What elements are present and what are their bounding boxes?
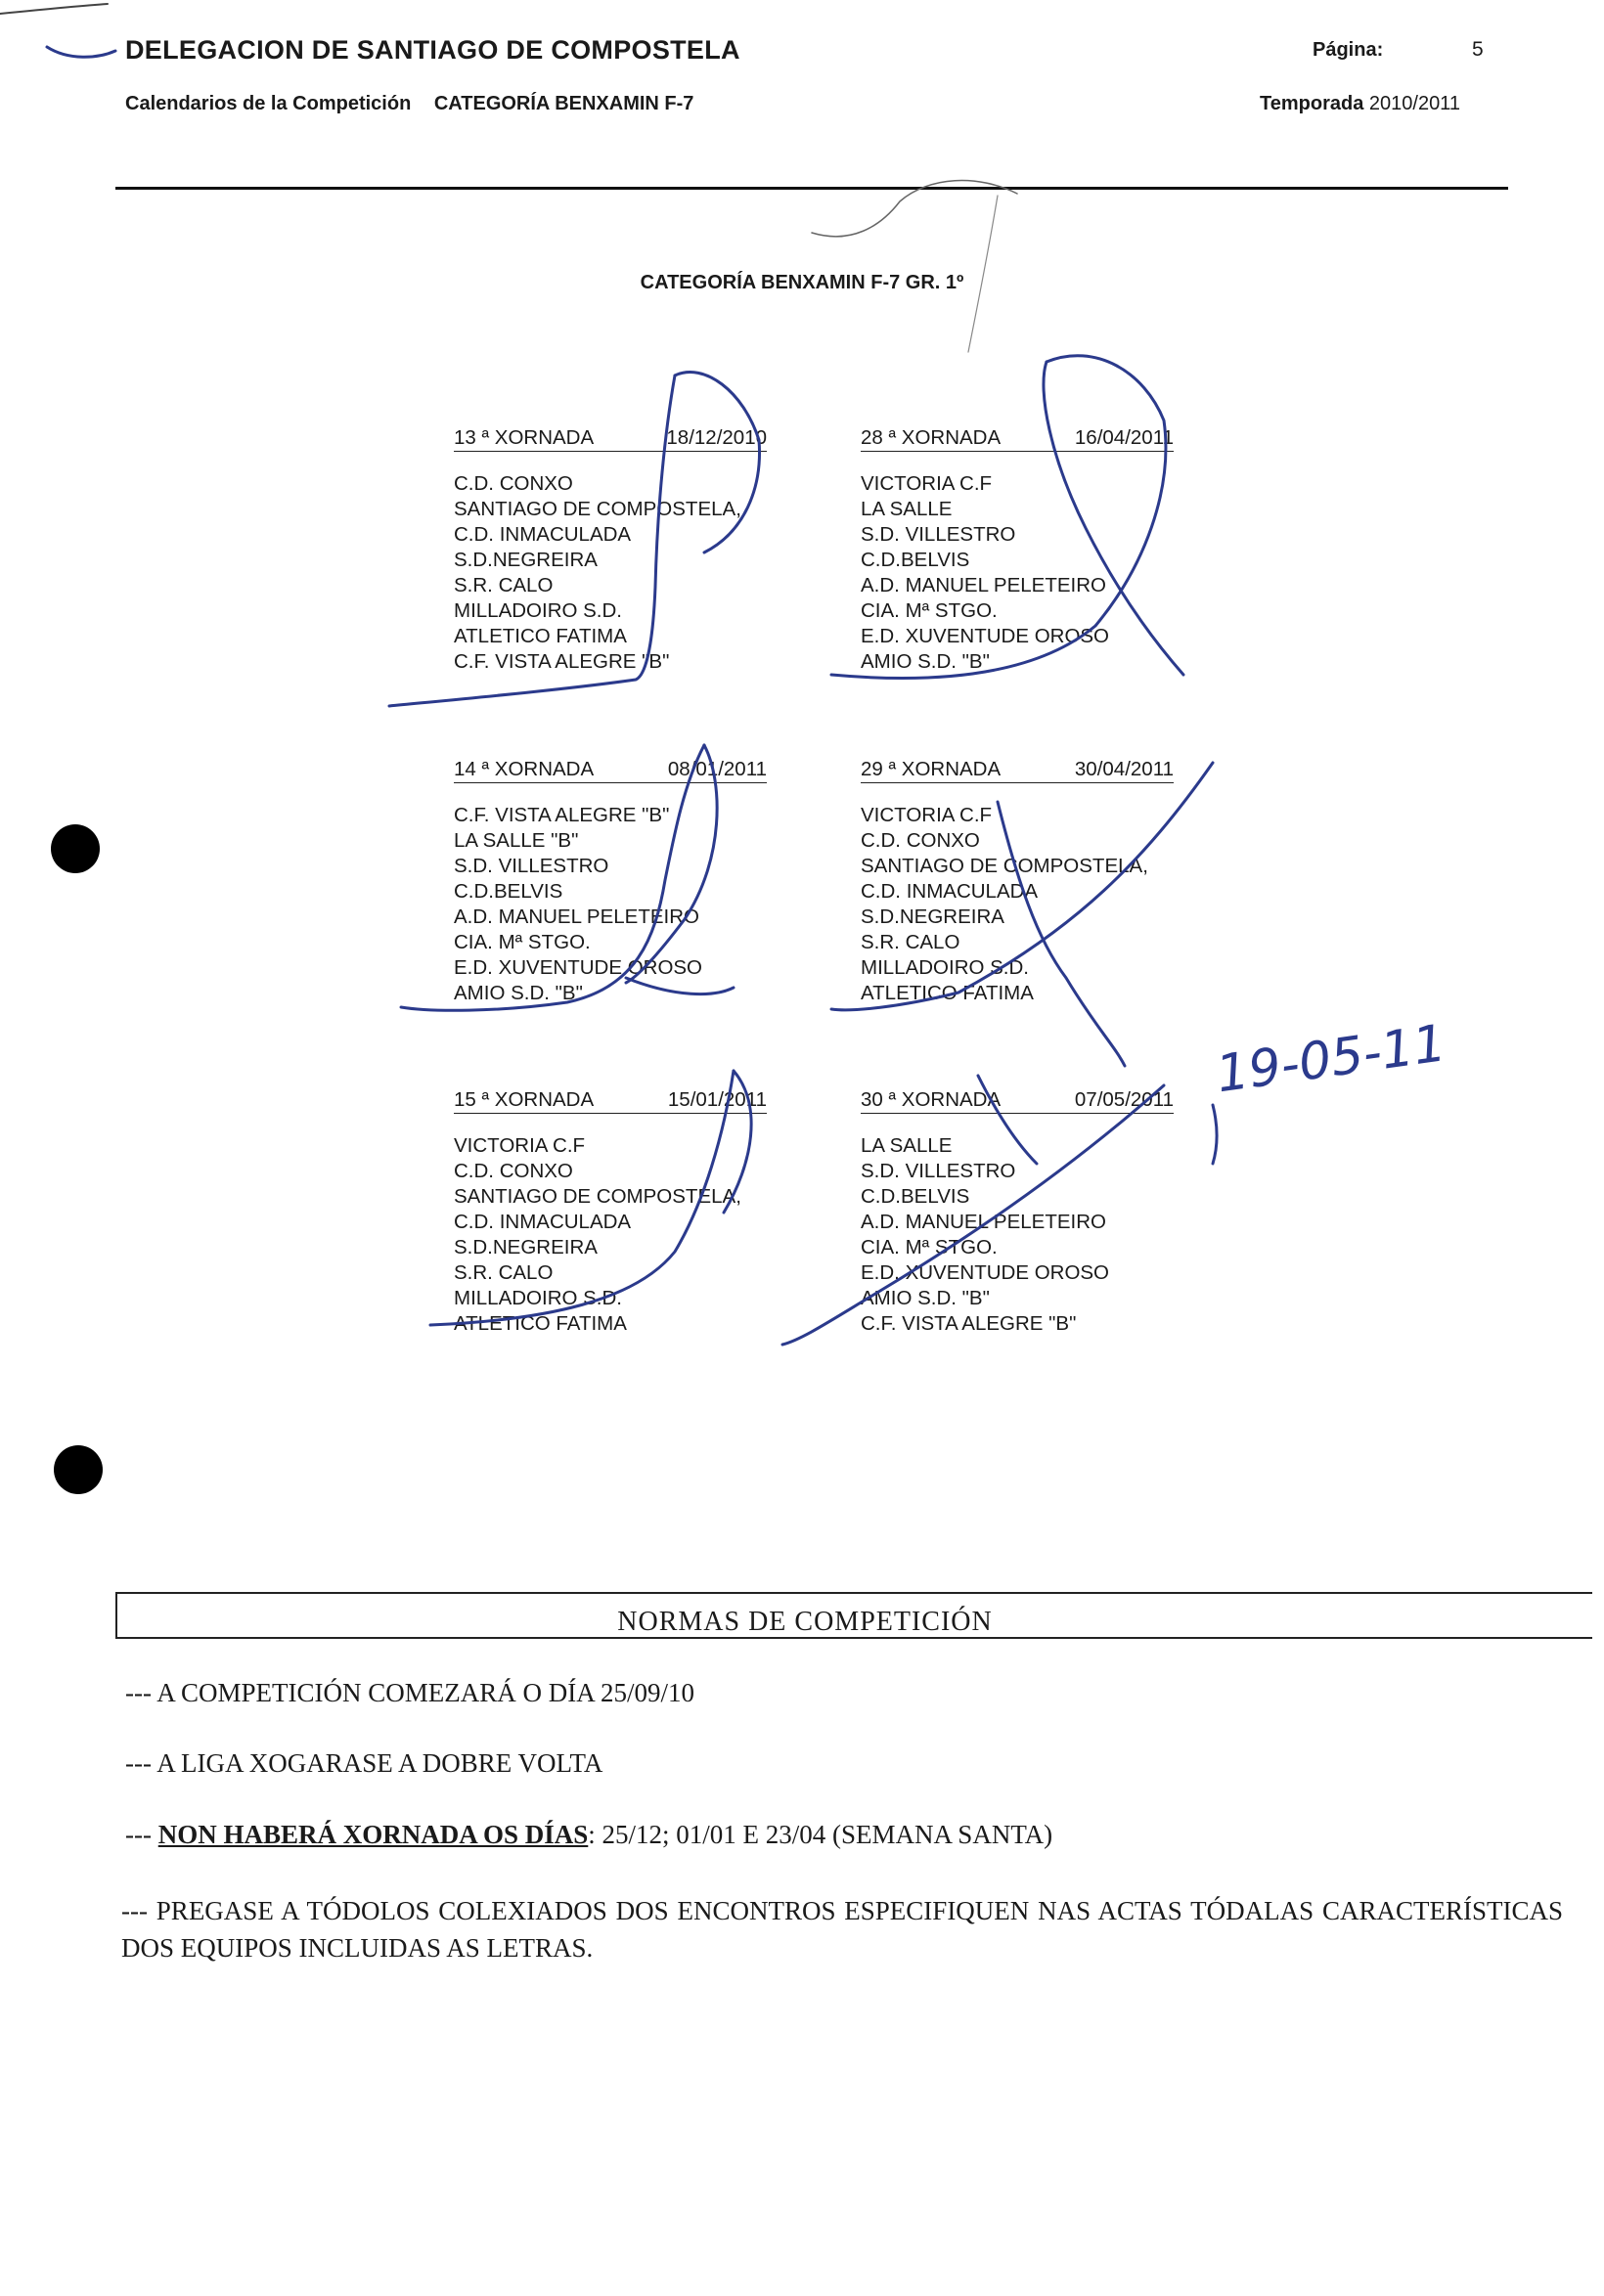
team-name: ATLETICO FATIMA <box>454 625 627 647</box>
handwritten-date: 19-05-11 <box>1213 1014 1450 1105</box>
team-name: MILLADOIRO S.D. <box>454 599 623 622</box>
round-card <box>454 1087 767 1337</box>
calendar-label: Calendarios de la Competición <box>125 93 412 114</box>
round-card <box>454 425 767 675</box>
norm-emphasis: NON HABERÁ XORNADA OS DÍAS <box>157 1820 589 1849</box>
round-card <box>861 757 1174 1006</box>
norm-rest: : 25/12; 01/01 E 23/04 (SEMANA SANTA) <box>588 1820 1053 1849</box>
round-title: 14 ª XORNADA <box>454 758 595 780</box>
team-name: A.D. MANUEL PELETEIRO <box>861 1211 1106 1233</box>
round-date: 30/04/2011 <box>1074 758 1174 780</box>
team-name: CIA. Mª STGO. <box>861 599 998 622</box>
header-divider <box>115 187 1508 190</box>
norm-line <box>125 1820 1052 1850</box>
team-name: AMIO S.D. "B" <box>861 650 990 673</box>
team-name: C.D.BELVIS <box>861 1185 970 1208</box>
round-header <box>861 1087 1174 1114</box>
team-name: S.D. VILLESTRO <box>454 855 609 877</box>
team-name: MILLADOIRO S.D. <box>861 956 1030 979</box>
team-name: A.D. MANUEL PELETEIRO <box>454 905 699 928</box>
norm-prefix: --- <box>125 1820 152 1849</box>
round-card <box>861 1087 1174 1337</box>
team-name: S.D.NEGREIRA <box>861 905 1004 928</box>
team-name: C.F. VISTA ALEGRE "B" <box>454 650 670 673</box>
team-name: S.R. CALO <box>861 931 960 953</box>
team-name: CIA. Mª STGO. <box>454 931 591 953</box>
round-header <box>454 425 767 452</box>
season <box>1260 93 1460 115</box>
team-name: C.D. CONXO <box>861 829 980 852</box>
page-number: 5 <box>1472 38 1484 61</box>
round-header <box>454 757 767 783</box>
round-card <box>454 757 767 1006</box>
team-name: SANTIAGO DE COMPOSTELA, <box>861 855 1148 877</box>
team-name: C.D.BELVIS <box>861 549 970 571</box>
round-date: 07/05/2011 <box>1074 1088 1174 1111</box>
hole-punch <box>54 1445 103 1494</box>
team-name: C.D.BELVIS <box>454 880 563 903</box>
season-value: 2010/2011 <box>1368 93 1460 114</box>
norms-title: NORMAS DE COMPETICIÓN <box>617 1607 993 1637</box>
round-title: 28 ª XORNADA <box>861 426 1002 449</box>
team-name: AMIO S.D. "B" <box>454 982 583 1004</box>
group-title: CATEGORÍA BENXAMIN F-7 GR. 1º <box>640 272 964 293</box>
team-name: E.D. XUVENTUDE OROSO <box>861 1261 1110 1284</box>
team-name: VICTORIA C.F <box>861 472 993 495</box>
team-name: ATLETICO FATIMA <box>861 982 1034 1004</box>
category-label: CATEGORÍA BENXAMIN F-7 <box>433 93 694 114</box>
team-name: S.R. CALO <box>454 1261 554 1284</box>
round-date: 15/01/2011 <box>667 1088 767 1111</box>
round-date: 18/12/2010 <box>666 426 767 449</box>
team-name: LA SALLE "B" <box>454 829 579 852</box>
team-name: SANTIAGO DE COMPOSTELA, <box>454 498 741 520</box>
team-name: CIA. Mª STGO. <box>861 1236 998 1258</box>
norm-line: --- PREGASE A TÓDOLOS COLEXIADOS DOS ENCONTROS ESPECIFIQUEN NAS ACTAS TÓDALAS CARACTERÍSTICAS DOS EQUIPOS INCLUIDAS AS LETRAS. <box>121 1896 1563 1963</box>
team-name: VICTORIA C.F <box>861 804 993 826</box>
team-name: C.D. INMACULADA <box>454 523 632 546</box>
team-name: E.D. XUVENTUDE OROSO <box>861 625 1110 647</box>
round-date: 08/01/2011 <box>667 758 767 780</box>
round-title: 29 ª XORNADA <box>861 758 1002 780</box>
team-name: MILLADOIRO S.D. <box>454 1287 623 1309</box>
team-name: C.F. VISTA ALEGRE "B" <box>454 804 670 826</box>
team-name: E.D. XUVENTUDE OROSO <box>454 956 703 979</box>
team-name: S.D.NEGREIRA <box>454 549 598 571</box>
team-name: C.F. VISTA ALEGRE "B" <box>861 1312 1077 1335</box>
team-name: C.D. CONXO <box>454 1160 573 1182</box>
page-label: Página: <box>1313 39 1384 61</box>
team-name: VICTORIA C.F <box>454 1134 586 1157</box>
norm-line: --- A LIGA XOGARASE A DOBRE VOLTA <box>125 1748 603 1778</box>
round-date: 16/04/2011 <box>1074 426 1174 449</box>
team-name: S.R. CALO <box>454 574 554 596</box>
team-name: LA SALLE <box>861 498 953 520</box>
header-subtitle <box>125 93 711 115</box>
team-name: LA SALLE <box>861 1134 953 1157</box>
team-name: ATLETICO FATIMA <box>454 1312 627 1335</box>
team-name: S.D. VILLESTRO <box>861 523 1016 546</box>
team-name: S.D. VILLESTRO <box>861 1160 1016 1182</box>
round-header <box>861 757 1174 783</box>
team-name: C.D. CONXO <box>454 472 573 495</box>
team-name: S.D.NEGREIRA <box>454 1236 598 1258</box>
team-name: A.D. MANUEL PELETEIRO <box>861 574 1106 596</box>
hole-punch <box>51 824 100 873</box>
round-card <box>861 425 1174 675</box>
norm-line: --- A COMPETICIÓN COMEZARÁ O DÍA 25/09/10 <box>125 1678 695 1707</box>
round-header <box>861 425 1174 452</box>
season-label: Temporada <box>1260 93 1364 114</box>
round-title: 13 ª XORNADA <box>454 426 595 449</box>
team-name: C.D. INMACULADA <box>861 880 1039 903</box>
round-title: 15 ª XORNADA <box>454 1088 595 1111</box>
organization-title: DELEGACION DE SANTIAGO DE COMPOSTELA <box>125 35 740 65</box>
team-name: C.D. INMACULADA <box>454 1211 632 1233</box>
team-name: SANTIAGO DE COMPOSTELA, <box>454 1185 741 1208</box>
team-name: AMIO S.D. "B" <box>861 1287 990 1309</box>
round-title: 30 ª XORNADA <box>861 1088 1002 1111</box>
round-header <box>454 1087 767 1114</box>
